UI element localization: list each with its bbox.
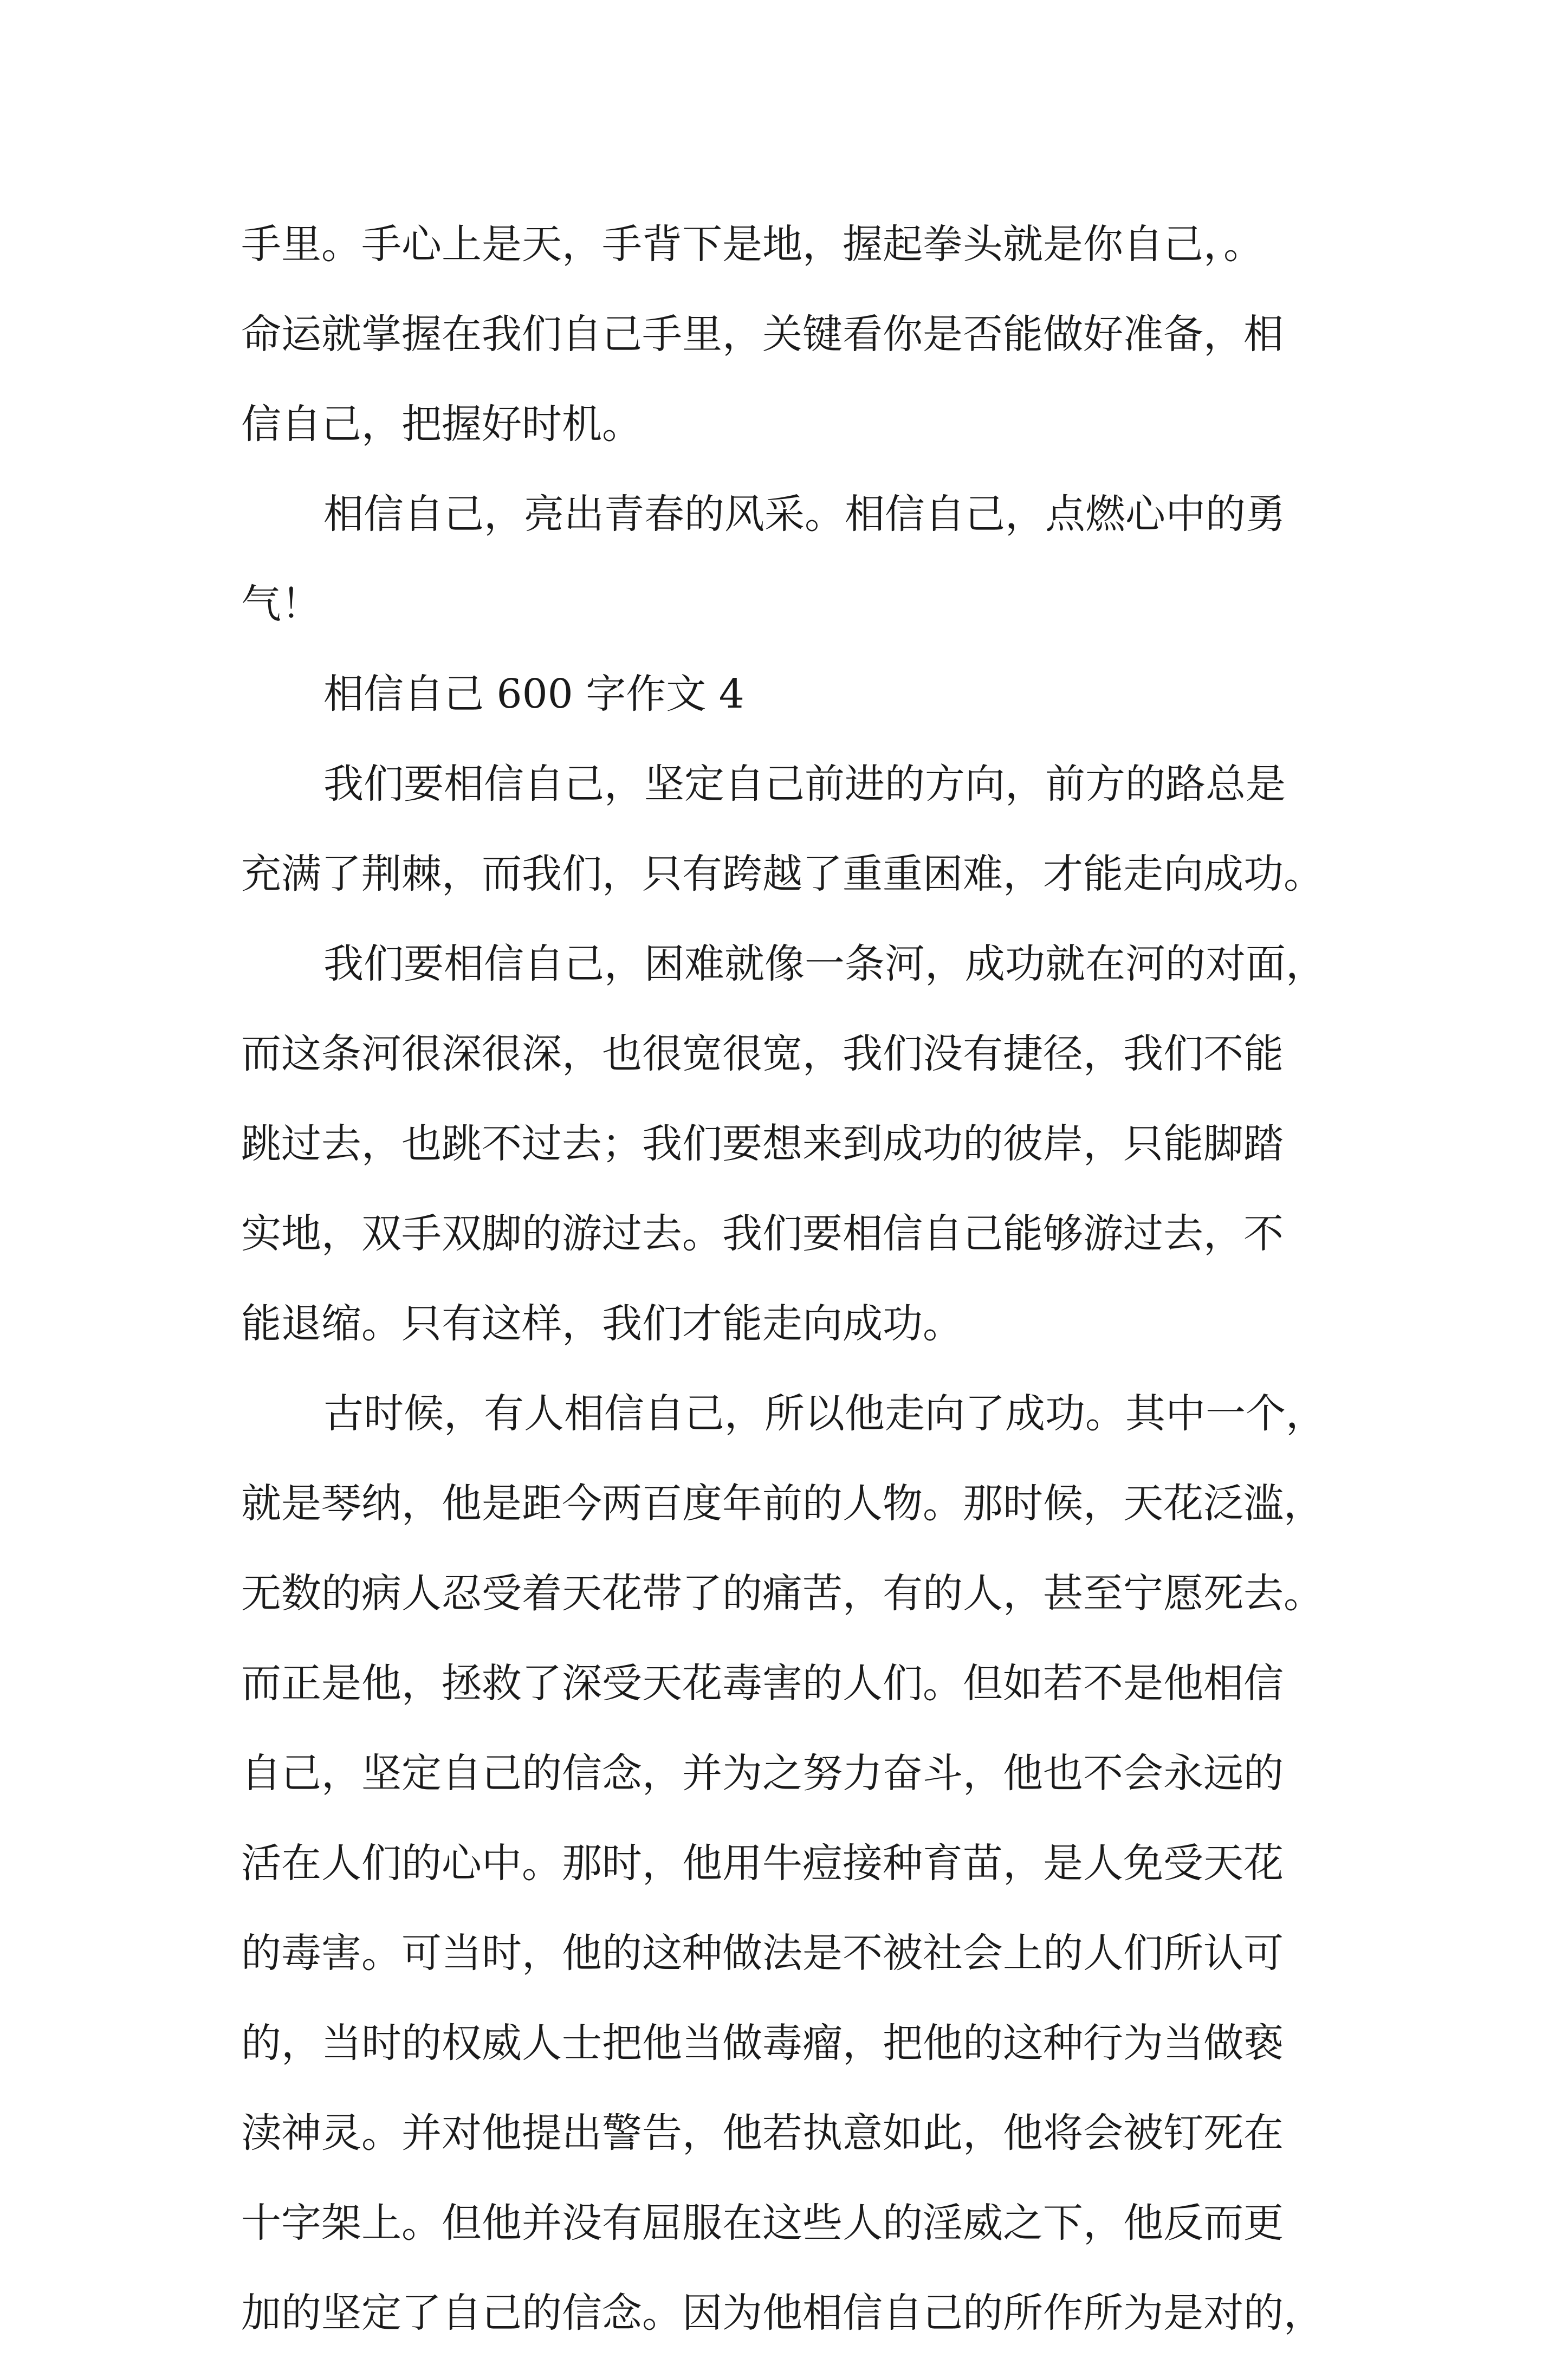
- paragraph-start-line: 我们要相信自己，坚定自己前进的方向，前方的路总是: [323, 761, 1286, 807]
- text-line: 命运就掌握在我们自己手里，关键看你是否能做好准备，相: [241, 311, 1284, 358]
- text-line: 就是琴纳，他是距今两百度年前的人物。那时候，天花泛滥，: [241, 1480, 1324, 1527]
- text-line: 的毒害。可当时，他的这种做法是不被社会上的人们所认可: [241, 1930, 1284, 1977]
- paragraph-start-line: 相信自己，亮出青春的风采。相信自己，点燃心中的勇: [323, 491, 1286, 537]
- text-line: 能退缩。只有这样，我们才能走向成功。: [241, 1300, 963, 1347]
- essay-body: [241, 199, 1341, 2358]
- paragraph-start-line: 古时候，有人相信自己，所以他走向了成功。其中一个，: [323, 1390, 1326, 1437]
- text-line: 信自己，把握好时机。: [241, 401, 642, 448]
- text-line: 活在人们的心中。那时，他用牛痘接种育苗，是人免受天花: [241, 1840, 1284, 1887]
- text-line: 气！: [241, 581, 321, 627]
- text-line: 十字架上。但他并没有屈服在这些人的淫威之下，他反而更: [241, 2200, 1284, 2246]
- text-line: 充满了荆棘，而我们，只有跨越了重重困难，才能走向成功。: [241, 851, 1324, 897]
- text-line: 自己，坚定自己的信念，并为之努力奋斗，他也不会永远的: [241, 1750, 1284, 1797]
- text-line: 跳过去，也跳不过去；我们要想来到成功的彼岸，只能脚踏: [241, 1120, 1284, 1167]
- text-line: 无数的病人忍受着天花带了的痛苦，有的人，甚至宁愿死去。: [241, 1570, 1324, 1617]
- text-line: 渎神灵。并对他提出警告，他若执意如此，他将会被钉死在: [241, 2110, 1284, 2156]
- paragraph-start-line: 我们要相信自己，困难就像一条河，成功就在河的对面，: [323, 941, 1326, 987]
- text-line: 加的坚定了自己的信念。因为他相信自己的所作所为是对的，: [241, 2290, 1324, 2336]
- text-line: 实地，双手双脚的游过去。我们要相信自己能够游过去，不: [241, 1210, 1284, 1257]
- section-heading: 相信自己 600 字作文 4: [323, 671, 744, 717]
- text-line: 手里。手心上是天，手背下是地，握起拳头就是你自己，。: [241, 221, 1264, 268]
- text-line: 的，当时的权威人士把他当做毒瘤，把他的这种行为当做亵: [241, 2020, 1284, 2067]
- text-line: 而正是他，拯救了深受天花毒害的人们。但如若不是他相信: [241, 1660, 1284, 1707]
- text-line: 而这条河很深很深，也很宽很宽，我们没有捷径，我们不能: [241, 1031, 1284, 1077]
